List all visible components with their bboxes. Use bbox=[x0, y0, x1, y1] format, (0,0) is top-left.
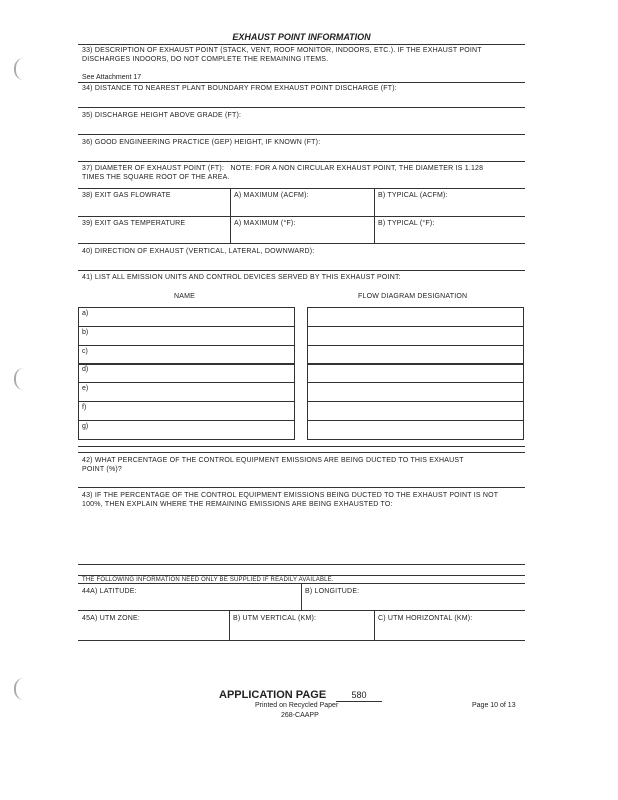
q44-longitude-label: B) LONGITUDE: bbox=[305, 588, 360, 595]
q39-max-cell[interactable] bbox=[230, 217, 375, 244]
q39-typical-label: B) TYPICAL (°F): bbox=[378, 220, 435, 227]
q45-utm-horizontal-label: C) UTM HORIZONTAL (KM): bbox=[378, 615, 473, 622]
q41-row-g-name[interactable] bbox=[78, 420, 295, 440]
q41-flow-header: FLOW DIAGRAM DESIGNATION bbox=[358, 293, 468, 300]
q45-row bbox=[78, 610, 525, 641]
page-of: Page 10 of 13 bbox=[472, 702, 516, 709]
q41-row-b-label: b) bbox=[82, 329, 89, 336]
q38-label: 38) EXIT GAS FLOWRATE bbox=[82, 192, 171, 199]
application-page-label: APPLICATION PAGE bbox=[219, 689, 327, 701]
q38-typical-label: B) TYPICAL (ACFM): bbox=[378, 192, 448, 199]
q41-row-e-flow[interactable] bbox=[307, 382, 524, 402]
q41-row-c-flow[interactable] bbox=[307, 345, 524, 365]
q41-row-g-label: g) bbox=[82, 423, 89, 430]
q38-row bbox=[78, 188, 525, 217]
q41-row-f-label: f) bbox=[82, 404, 87, 411]
q43-row bbox=[78, 487, 525, 565]
q38-max-cell[interactable] bbox=[230, 189, 375, 217]
q41-row-c-name[interactable] bbox=[78, 345, 295, 365]
q37-row bbox=[78, 161, 525, 189]
q41-label: 41) LIST ALL EMISSION UNITS AND CONTROL DEVICES SERVED BY THIS EXHAUST POINT: bbox=[82, 274, 401, 281]
q44-row bbox=[78, 583, 525, 611]
q33-row bbox=[78, 44, 525, 83]
q37-label: 37) DIAMETER OF EXHAUST POINT (FT): NOTE: FOR A NON CIRCULAR EXHAUST POINT, THE DIAMETER IS 1.128 TIMES THE SQUARE ROOT OF THE AREA. bbox=[82, 165, 486, 181]
q40-label: 40) DIRECTION OF EXHAUST (VERTICAL, LATERAL, DOWNWARD): bbox=[82, 248, 315, 255]
q39-row bbox=[78, 216, 525, 244]
q42-row bbox=[78, 452, 525, 488]
q41-row-a-label: a) bbox=[82, 310, 89, 317]
q42-label: 42) WHAT PERCENTAGE OF THE CONTROL EQUIPMENT EMISSIONS ARE BEING DUCTED TO THIS EXHAUST POINT (%)? bbox=[82, 457, 466, 473]
q41-row-f-flow[interactable] bbox=[307, 401, 524, 421]
q33-label: 33) DESCRIPTION OF EXHAUST POINT (STACK, VENT, ROOF MONITOR, INDOORS, ETC.). IF THE EXHAUST POINT DISCHARGES INDOORS, DO NOT COMPLETE THE REMAINING ITEMS. bbox=[82, 47, 484, 63]
exhaust-point-form bbox=[78, 32, 525, 640]
q41-row bbox=[78, 270, 525, 437]
q34-row bbox=[78, 82, 525, 107]
q41-row-e-label: e) bbox=[82, 385, 89, 392]
q41-row-c-label: c) bbox=[82, 348, 88, 355]
q39-typical-cell[interactable] bbox=[374, 217, 526, 244]
optional-note: THE FOLLOWING INFORMATION NEED ONLY BE SUPPLIED IF READILY AVAILABLE. bbox=[82, 577, 334, 583]
form-title: EXHAUST POINT INFORMATION bbox=[232, 32, 371, 42]
q43-label: 43) IF THE PERCENTAGE OF THE CONTROL EQUIPMENT EMISSIONS BEING DUCTED TO THE EXHAUST POINT IS NOT 100%, THEN EXPLAIN WHERE THE REMAINING EMISSIONS ARE BEING EXHAUSTED TO: bbox=[82, 492, 501, 508]
q41-row-e-name[interactable] bbox=[78, 382, 295, 402]
printed-on-recycled-paper: Printed on Recycled Paper bbox=[255, 702, 339, 709]
q41-row-d-flow[interactable] bbox=[307, 363, 524, 383]
q44-latitude-label: 44A) LATITUDE: bbox=[82, 588, 137, 595]
q45-utm-vertical-cell[interactable] bbox=[229, 611, 375, 640]
q36-row bbox=[78, 134, 525, 162]
q41-row-b-name[interactable] bbox=[78, 326, 295, 346]
q41-row-a-flow[interactable] bbox=[307, 307, 524, 327]
q39-label: 39) EXIT GAS TEMPERATURE bbox=[82, 220, 186, 227]
q35-label: 35) DISCHARGE HEIGHT ABOVE GRADE (FT): bbox=[82, 112, 242, 119]
q41-row-d-label: d) bbox=[82, 366, 89, 373]
q34-label: 34) DISTANCE TO NEAREST PLANT BOUNDARY FROM EXHAUST POINT DISCHARGE (FT): bbox=[82, 85, 397, 92]
form-code: 268-CAAPP bbox=[281, 712, 319, 719]
binder-hole-bottom bbox=[14, 678, 26, 700]
q41-row-b-flow[interactable] bbox=[307, 326, 524, 346]
q36-label: 36) GOOD ENGINEERING PRACTICE (GEP) HEIGHT, IF KNOWN (FT): bbox=[82, 139, 321, 146]
q45-utm-zone-label: 45A) UTM ZONE: bbox=[82, 615, 141, 622]
q45-utm-horizontal-cell[interactable] bbox=[374, 611, 526, 640]
q45-utm-vertical-label: B) UTM VERTICAL (KM): bbox=[233, 615, 317, 622]
q39-max-label: A) MAXIMUM (°F): bbox=[234, 220, 296, 227]
binder-hole-top bbox=[14, 58, 26, 80]
q44-longitude-cell[interactable] bbox=[301, 584, 526, 611]
q41-row-d-name[interactable] bbox=[78, 363, 295, 383]
application-page-number: 580 bbox=[336, 689, 382, 702]
q41-row-a-name[interactable] bbox=[78, 307, 295, 327]
q38-typical-cell[interactable] bbox=[374, 189, 526, 217]
q41-row-f-name[interactable] bbox=[78, 401, 295, 421]
binder-hole-middle bbox=[14, 368, 26, 390]
section-divider bbox=[78, 446, 525, 447]
q41-row-g-flow[interactable] bbox=[307, 420, 524, 440]
q33-answer[interactable]: See Attachment 17 bbox=[82, 74, 142, 81]
q35-row bbox=[78, 107, 525, 135]
q40-row bbox=[78, 243, 525, 271]
q38-max-label: A) MAXIMUM (ACFM): bbox=[234, 192, 309, 199]
q41-name-header: NAME bbox=[174, 293, 196, 300]
